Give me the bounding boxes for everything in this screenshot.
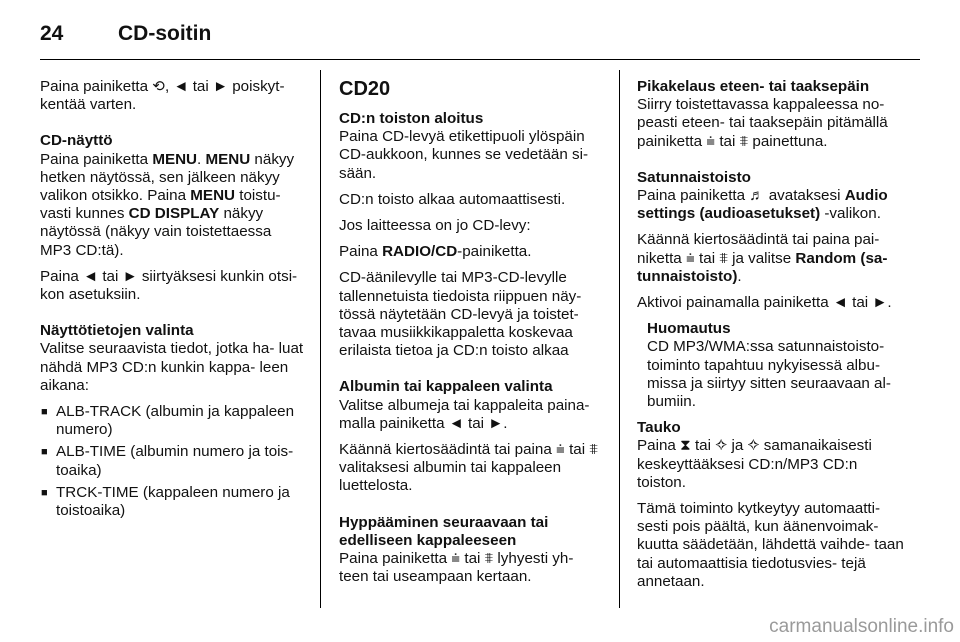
column-3 <box>637 78 905 599</box>
start-paragraph-2: CD:n toisto alkaa automaattisesti. <box>339 190 566 208</box>
list-item: ■ ALB-TIME (albumin numero ja tois- toaika) <box>40 443 305 479</box>
album-paragraph-1: Valitse albumeja tai kappaleita paina- malla painiketta ◄ tai ►. <box>339 396 590 432</box>
section-heading-start: CD:n toiston aloitus <box>339 110 484 127</box>
list-item: ■ TRCK-TIME (kappaleen numero ja toistoaika) <box>40 484 305 520</box>
start-paragraph-4: Paina RADIO/CD-painiketta. <box>339 243 532 261</box>
page-title: CD-soitin <box>118 22 212 45</box>
random-paragraph-1: Paina painiketta ♬ avataksesi Audio settings (audioasetukset) -valikon. <box>637 187 888 223</box>
start-paragraph-5: CD-äänilevylle tai MP3-CD-levylle tallennetuista tiedoista riippuen näy- tössä näytetään CD-levyä ja toistet- tavaa musiikkikappaletta koskevaa erilaista tietoa ja CD:n toisto alkaa <box>339 269 582 360</box>
start-paragraph-3: Jos laitteessa on jo CD-levy: <box>339 217 531 235</box>
header-rule <box>40 59 920 60</box>
start-paragraph-1: Paina CD-levyä etikettipuoli ylöspäin CD-aukkoon, kunnes se vedetään si- sään. <box>339 128 589 182</box>
section-heading-info-selection: Näyttötietojen valinta <box>40 322 194 340</box>
random-paragraph-2: Käännä kiertosäädintä tai paina pai- niketta ⩧ tai ⩨ ja valitse Random (sa- tunnaistoisto). <box>637 231 888 285</box>
section-heading-random: Satunnaistoisto <box>637 168 751 186</box>
note-box <box>637 320 905 411</box>
page-header <box>40 18 920 58</box>
display-options-list <box>40 403 305 520</box>
pause-paragraph-1: Paina ⧗ tai ✧ ja ✧ samanaikaisesti keskeyttääksesi CD:n/MP3 CD:n toiston. <box>637 437 872 491</box>
skip-paragraph: Paina painiketta ⩧ tai ⩨ lyhyesti yh- teen tai useampaan kertaan. <box>339 550 574 586</box>
watermark: carmanualsonline.info <box>769 616 954 637</box>
column-divider-1 <box>320 70 321 608</box>
info-selection-paragraph: Valitse seuraavista tiedot, jotka ha- luat nähdä MP3 CD:n kunkin kappa- leen aikana: <box>40 340 304 394</box>
section-heading-skip: Hyppääminen seuraavaan tai edelliseen kappaleeseen <box>339 513 549 549</box>
section-heading-pause: Tauko <box>637 419 681 437</box>
fast-forward-paragraph: Siirry toistettavassa kappaleessa no- peasti eteen- tai taaksepäin pitämällä painiketta ⩧ tai ⩨ painettuna. <box>637 96 888 150</box>
settings-paragraph: Paina ◄ tai ► siirtyäksesi kunkin otsi- kon asetuksiin. <box>40 267 298 304</box>
section-heading-cd-display: CD-näyttö <box>40 132 113 150</box>
note-text: CD MP3/WMA:ssa satunnaistoisto- toiminto tapahtuu nykyisessä albu- missa ja siirtyy sitten seuraavaan al- bumiin. <box>647 338 891 411</box>
list-item: ■ ALB-TRACK (albumin ja kappaleen numero) <box>40 403 305 439</box>
album-paragraph-2: Käännä kiertosäädintä tai paina ⩧ tai ⩨ valitaksesi albumin tai kappaleen luettelosta. <box>339 441 598 495</box>
column-1 <box>40 78 305 524</box>
random-paragraph-3: Aktivoi painamalla painiketta ◄ tai ►. <box>637 294 892 312</box>
page-number: 24 <box>40 22 64 45</box>
note-heading: Huomautus <box>647 320 731 338</box>
section-heading-album: Albumin tai kappaleen valinta <box>339 378 553 396</box>
column-divider-2 <box>619 70 620 608</box>
section-title-cd20: CD20 <box>339 78 391 100</box>
column-2 <box>339 78 607 594</box>
cd-display-paragraph: Paina painiketta MENU. MENU näkyy hetken näytössä, sen jälkeen näkyy valikon otsikko. Paina MENU toistu- vasti kunnes CD DISPLAY näkyy näytössä (näkyy vain toistettaessa MP3 CD:tä). <box>40 150 295 259</box>
intro-paragraph: Paina painiketta ⟲, ◄ tai ► poiskyt- kentää varten. <box>40 78 285 114</box>
section-heading-fast-forward: Pikakelaus eteen- tai taaksepäin <box>637 78 870 95</box>
pause-paragraph-2: Tämä toiminto kytkeytyy automaatti- sesti pois päältä, kun äänenvoimak- kuutta säädetään, lähdettä vaihde- taan tai automaattisia tiedotusvies- tejä annetaan. <box>637 500 904 590</box>
